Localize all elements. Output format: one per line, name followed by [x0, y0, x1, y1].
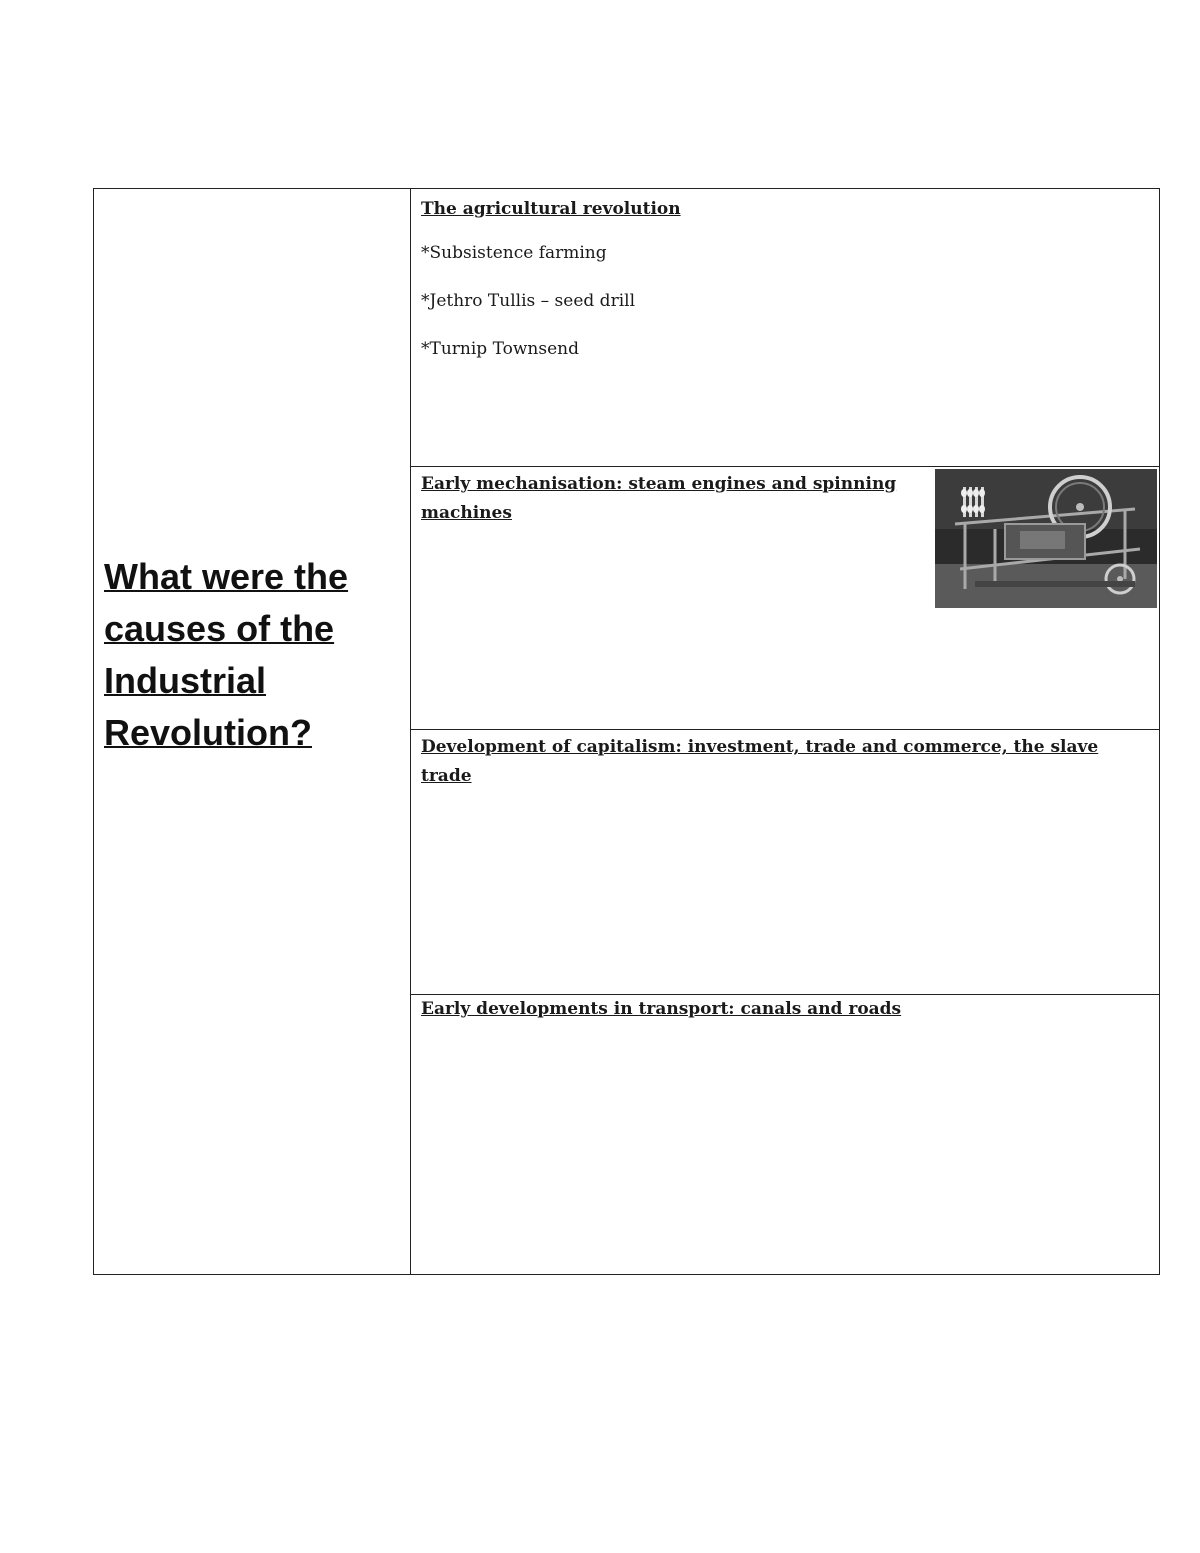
causes-column — [411, 189, 1159, 1274]
list-item: *Subsistence farming — [421, 243, 607, 263]
section-heading: Early mechanisation: steam engines and spinning machines — [421, 474, 897, 523]
list-item: *Turnip Townsend — [421, 339, 579, 359]
section-heading: Development of capitalism: investment, trade and commerce, the slave trade — [421, 737, 1099, 786]
section-heading: The agricultural revolution — [421, 199, 681, 219]
section-development-of-capitalism — [411, 730, 1159, 995]
causes-table — [93, 188, 1160, 1275]
bullet-list — [421, 241, 635, 385]
section-early-transport — [411, 995, 1159, 1274]
page-title: What were the causes of the Industrial Revolution? — [104, 556, 349, 753]
list-item: *Jethro Tullis – seed drill — [421, 291, 636, 311]
section-agricultural-revolution — [411, 189, 1159, 467]
section-heading: Early developments in transport: canals and roads — [421, 999, 902, 1019]
question-cell — [94, 189, 411, 1274]
spinning-machine-photo — [935, 469, 1157, 608]
section-early-mechanisation — [411, 467, 1159, 730]
